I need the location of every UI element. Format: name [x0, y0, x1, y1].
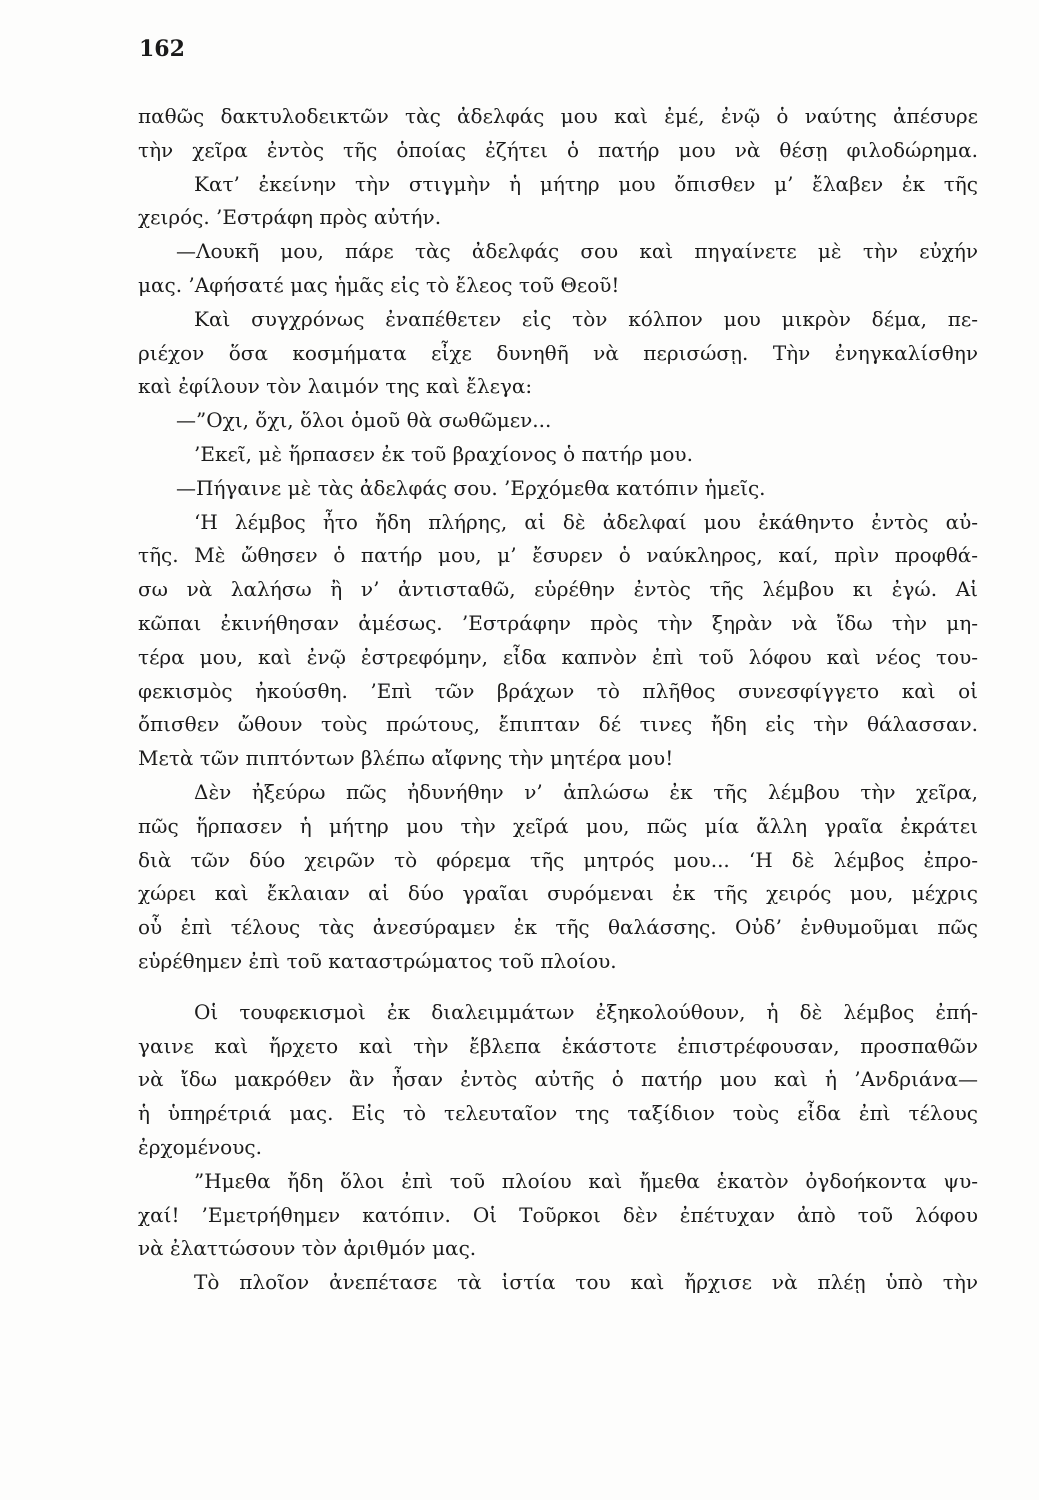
text-line: καὶ ἐφίλουν τὸν λαιμόν της καὶ ἔλεγα: — [138, 374, 533, 399]
text-line: οὗ ἐπὶ τέλους τὰς ἀνεσύραμεν ἐκ τῆς θαλάσσης. Οὐδ’ ἐνθυμοῦμαι πῶς — [138, 915, 978, 940]
text-line: ἐρχομένους. — [138, 1134, 262, 1159]
text-line: —Πήγαινε μὲ τὰς ἀδελφάς σου. ’Ερχόμεθα κατόπιν ἡμεῖς. — [176, 475, 766, 500]
text-line: χώρει καὶ ἔκλαιαν αἱ δύο γραῖαι συρόμεναι ἐκ τῆς χειρός μου, μέχρις — [138, 881, 978, 906]
text-line: κῶπαι ἐκινήθησαν ἀμέσως. ’Εστράφην πρὸς τὴν ξηρὰν νὰ ἴδω τὴν μη- — [138, 610, 978, 635]
text-line: τέρα μου, καὶ ἐνῷ ἐστρεφόμην, εἶδα καπνὸν ἐπὶ τοῦ λόφου καὶ νέος του- — [138, 644, 978, 669]
paragraph-gap — [138, 979, 978, 996]
text-line: σω νὰ λαλήσω ἢ ν’ ἀντισταθῶ, εὑρέθην ἐντὸς τῆς λέμβου κι ἐγώ. Αἱ — [138, 577, 978, 602]
text-line: ‘Η λέμβος ἦτο ἤδη πλήρης, αἱ δὲ ἀδελφαί μου ἐκάθηντο ἐντὸς αὐ- — [194, 509, 978, 534]
text-line: ”Ημεθα ἤδη ὅλοι ἐπὶ τοῦ πλοίου καὶ ἤμεθα ἑκατὸν ὀγδοήκοντα ψυ- — [194, 1168, 978, 1193]
text-line: —Λουκῆ μου, πάρε τὰς ἀδελφάς σου καὶ πηγαίνετε μὲ τὴν εὐχήν — [176, 239, 978, 264]
text-line: γαινε καὶ ἤρχετο καὶ τὴν ἔβλεπα ἑκάστοτε ἐπιστρέφουσαν, προσπαθῶν — [138, 1033, 978, 1058]
page-number: 162 — [139, 36, 185, 62]
text-line: ὄπισθεν ὤθουν τοὺς πρώτους, ἔπιπταν δέ τινες ἤδη εἰς τὴν θάλασσαν. — [138, 712, 978, 737]
text-line: Δὲν ἠξεύρω πῶς ἠδυνήθην ν’ ἁπλώσω ἐκ τῆς λέμβου τὴν χεῖρα, — [194, 779, 978, 804]
text-line: Οἱ τουφεκισμοὶ ἐκ διαλειμμάτων ἐξηκολούθουν, ἡ δὲ λέμβος ἐπή- — [194, 999, 978, 1024]
text-line: νὰ ἐλαττώσουν τὸν ἀριθμόν μας. — [138, 1236, 477, 1261]
text-line: χαί! ’Εμετρήθημεν κατόπιν. Οἱ Τοῦρκοι δὲν ἐπέτυχαν ἀπὸ τοῦ λόφου — [138, 1202, 978, 1227]
text-line: ριέχον ὅσα κοσμήματα εἶχε δυνηθῆ νὰ περισώσῃ. Τὴν ἐνηγκαλίσθην — [138, 340, 978, 365]
text-line: ἡ ὑπηρέτριά μας. Εἰς τὸ τελευταῖον της ταξίδιον τοὺς εἶδα ἐπὶ τέλους — [138, 1101, 978, 1126]
text-line: διὰ τῶν δύο χειρῶν τὸ φόρεμα τῆς μητρός μου... ‘Η δὲ λέμβος ἐπρο- — [138, 847, 978, 872]
text-line: παθῶς δακτυλοδεικτῶν τὰς ἀδελφάς μου καὶ ἐμέ, ἐνῷ ὁ ναύτης ἀπέσυρε — [138, 104, 978, 128]
text-line: πῶς ἥρπασεν ἡ μήτηρ μου τὴν χεῖρά μου, πῶς μία ἄλλη γραῖα ἐκράτει — [138, 813, 978, 838]
text-line: Μετὰ τῶν πιπτόντων βλέπω αἴφνης τὴν μητέρα μου! — [138, 746, 674, 771]
text-line: Τὸ πλοῖον ἀνεπέτασε τὰ ἱστία του καὶ ἤρχισε νὰ πλέῃ ὑπὸ τὴν — [194, 1270, 978, 1295]
text-line: Καὶ συγχρόνως ἐναπέθετεν εἰς τὸν κόλπον μου μικρὸν δέμα, πε- — [194, 306, 978, 331]
text-line: ’Εκεῖ, μὲ ἥρπασεν ἐκ τοῦ βραχίονος ὁ πατήρ μου. — [194, 441, 693, 466]
text-line: χειρός. ’Εστράφη πρὸς αὐτήν. — [138, 205, 442, 230]
text-line: εὑρέθημεν ἐπὶ τοῦ καταστρώματος τοῦ πλοίου. — [138, 948, 617, 973]
text-line: —”Οχι, ὄχι, ὅλοι ὁμοῦ θὰ σωθῶμεν... — [176, 408, 552, 433]
text-line: τὴν χεῖρα ἐντὸς τῆς ὁποίας ἐζήτει ὁ πατήρ μου νὰ θέσῃ φιλοδώρημα. — [138, 137, 978, 162]
text-line: Κατ’ ἐκείνην τὴν στιγμὴν ἡ μήτηρ μου ὄπισθεν μ’ ἔλαβεν ἐκ τῆς — [194, 171, 978, 196]
body-text — [138, 100, 978, 1300]
text-line: νὰ ἴδω μακρόθεν ἂν ἦσαν ἐντὸς αὐτῆς ὁ πατήρ μου καὶ ἡ ’Ανδριάνα— — [138, 1067, 978, 1092]
text-line: φεκισμὸς ἠκούσθη. ’Επὶ τῶν βράχων τὸ πλῆθος συνεσφίγγετο καὶ οἱ — [138, 678, 978, 703]
text-line: μας. ’Αφήσατέ μας ἡμᾶς εἰς τὸ ἔλεος τοῦ Θεοῦ! — [138, 272, 620, 297]
text-line: τῆς. Μὲ ὤθησεν ὁ πατήρ μου, μ’ ἔσυρεν ὁ ναύκληρος, καί, πρὶν προφθά- — [138, 543, 978, 568]
